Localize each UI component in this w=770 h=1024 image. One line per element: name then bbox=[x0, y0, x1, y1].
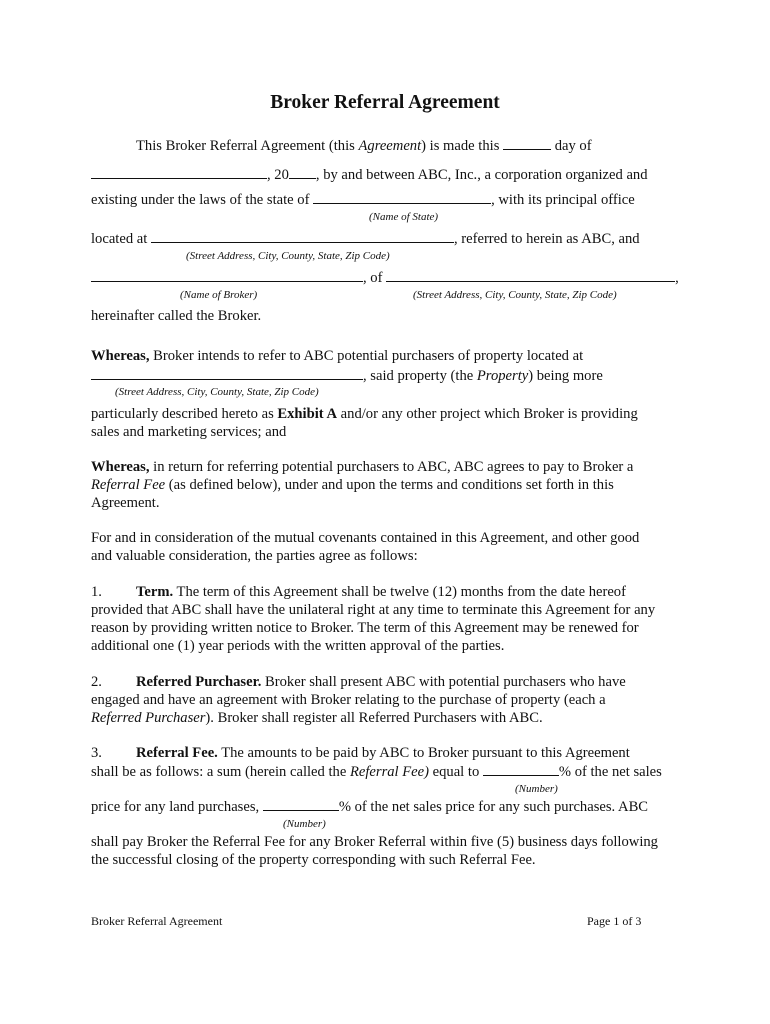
section1-line-2: provided that ABC shall have the unilateral right at any time to terminate this Agreement for any bbox=[91, 602, 656, 618]
principal-office-field[interactable] bbox=[151, 229, 454, 243]
state-field[interactable] bbox=[313, 190, 491, 204]
footer-title: Broker Referral Agreement bbox=[91, 914, 223, 928]
section3-line-1: 3. Referral Fee. The amounts to be paid by ABC to Broker pursuant to this Agreement bbox=[91, 745, 630, 761]
month-field[interactable] bbox=[91, 165, 267, 179]
intro-line-5: , of , bbox=[91, 268, 679, 287]
intro-line-2: , 20 , by and between ABC, Inc., a corporation organized and bbox=[91, 165, 648, 184]
whereas1-line-3: particularly described hereto as Exhibit A and/or any other project which Broker is providing bbox=[91, 406, 638, 422]
broker-address-field[interactable] bbox=[386, 268, 675, 282]
section2-line-3: Referred Purchaser). Broker shall register all Referred Purchasers with ABC. bbox=[91, 710, 543, 726]
whereas1-line-1: Whereas, Broker intends to refer to ABC potential purchasers of property located at bbox=[91, 348, 584, 364]
page-number: Page 1 of 3 bbox=[587, 914, 642, 928]
section1-line-3: reason by providing written notice to Broker. The term of this Agreement may be renewed for bbox=[91, 620, 639, 636]
section1-line-1: 1. Term. The term of this Agreement shall be twelve (12) months from the date hereof bbox=[91, 584, 626, 600]
intro-line-1: This Broker Referral Agreement (this Agreement) is made this day of bbox=[136, 138, 592, 154]
property-location-field[interactable] bbox=[91, 366, 363, 380]
intro-line-3: existing under the laws of the state of , with its principal office bbox=[91, 192, 635, 208]
caption-number-1: (Number) bbox=[515, 783, 558, 795]
section1-line-4: additional one (1) year periods with the written approval of the parties. bbox=[91, 638, 505, 654]
land-percentage-field[interactable] bbox=[483, 762, 559, 776]
section3-line-5: the successful closing of the property corresponding with such Referral Fee. bbox=[91, 852, 536, 868]
consideration-line-2: and valuable consideration, the parties agree as follows: bbox=[91, 548, 418, 564]
caption-street-address-3: (Street Address, City, County, State, Zip Code) bbox=[115, 386, 319, 398]
year-field[interactable] bbox=[289, 165, 316, 179]
section3-line-4: shall pay Broker the Referral Fee for any Broker Referral within five (5) business days following bbox=[91, 834, 658, 850]
caption-number-2: (Number) bbox=[283, 818, 326, 830]
section2-line-2: engaged and have an agreement with Broker relating to the purchase of property (each a bbox=[91, 692, 606, 708]
section3-line-3: price for any land purchases, % of the net sales price for any such purchases. ABC bbox=[91, 799, 649, 815]
whereas2-line-3: Agreement. bbox=[91, 495, 160, 511]
section3-line-2: shall be as follows: a sum (herein called the Referral Fee) equal to % of the net sales bbox=[91, 764, 662, 780]
whereas2-line-1: Whereas, in return for referring potential purchasers to ABC, ABC agrees to pay to Broker a bbox=[91, 459, 634, 475]
section2-line-1: 2. Referred Purchaser. Broker shall present ABC with potential purchasers who have bbox=[91, 674, 626, 690]
intro-line-4: located at , referred to herein as ABC, and bbox=[91, 231, 640, 247]
broker-name-field[interactable] bbox=[91, 268, 363, 282]
day-field[interactable] bbox=[503, 136, 551, 150]
caption-street-address-1: (Street Address, City, County, State, Zip Code) bbox=[186, 250, 390, 262]
whereas1-line-2: , said property (the Property) being more bbox=[91, 366, 603, 385]
caption-name-of-state: (Name of State) bbox=[369, 211, 439, 223]
whereas2-line-2: Referral Fee (as defined below), under and upon the terms and conditions set forth in this bbox=[91, 477, 614, 493]
caption-name-of-broker: (Name of Broker) bbox=[180, 289, 258, 301]
document-title: Broker Referral Agreement bbox=[270, 92, 500, 113]
consideration-line-1: For and in consideration of the mutual covenants contained in this Agreement, and other good bbox=[91, 530, 640, 546]
whereas1-line-4: sales and marketing services; and bbox=[91, 424, 287, 440]
caption-street-address-2: (Street Address, City, County, State, Zip Code) bbox=[413, 289, 617, 301]
intro-line-6: hereinafter called the Broker. bbox=[91, 308, 262, 324]
purchase-percentage-field[interactable] bbox=[263, 797, 339, 811]
